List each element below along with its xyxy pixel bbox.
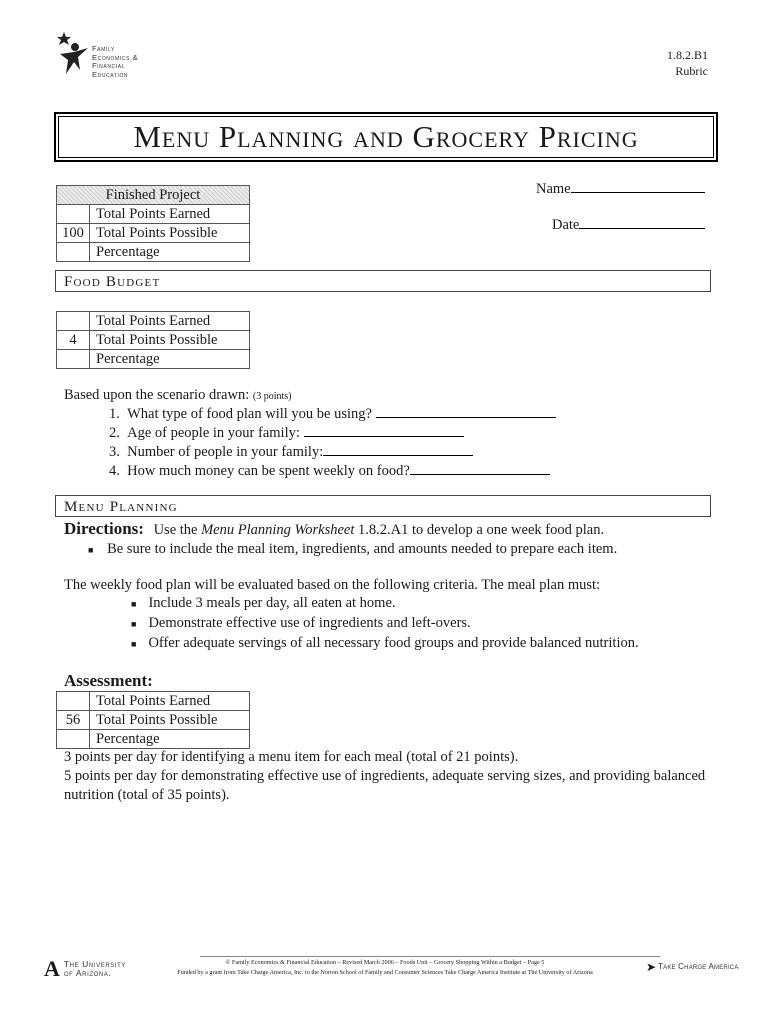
university-logo (44, 958, 126, 980)
question-item[interactable] (109, 462, 556, 481)
criteria-intro: The weekly food plan will be evaluated based on the following criteria. The meal plan must: (64, 577, 601, 593)
square-bullet-icon: ■ (131, 619, 137, 629)
scenario-points: (3 points) (252, 391, 292, 402)
question-text: 4. How much money can be spent weekly on food? (109, 463, 410, 479)
question-item[interactable] (109, 424, 556, 443)
directions (64, 519, 604, 540)
question-text: 2. Age of people in your family: (109, 425, 300, 441)
points-label: Total Points Possible (90, 711, 250, 730)
scenario-intro (64, 386, 291, 406)
answer-line[interactable] (410, 462, 550, 475)
question-list (109, 405, 556, 481)
scenario-intro-text: Based upon the scenario drawn: (64, 387, 250, 403)
list-item (131, 594, 639, 614)
assessment-table (56, 691, 250, 749)
doc-code (667, 47, 708, 79)
points-cell (57, 730, 90, 749)
table-row (57, 312, 250, 331)
table-row (57, 224, 250, 243)
directions-label: Directions: (64, 519, 144, 538)
points-label: Percentage (90, 350, 250, 369)
menu-planning-section-header: Menu Planning (55, 495, 711, 517)
footer-text (130, 958, 640, 978)
logo-line: Economics & (92, 52, 139, 62)
take-charge-america-logo (646, 960, 739, 975)
points-label: Total Points Earned (90, 312, 250, 331)
name-label: Name (536, 181, 571, 197)
points-label: Total Points Earned (90, 692, 250, 711)
points-label: Percentage (90, 730, 250, 749)
answer-line[interactable] (304, 424, 464, 437)
directions-bullet (88, 540, 617, 560)
points-label: Percentage (90, 243, 250, 262)
criteria-list (131, 594, 639, 654)
footer-rule (200, 956, 660, 957)
doc-type: Rubric (675, 64, 708, 78)
fefe-logo (52, 30, 92, 82)
name-line[interactable] (571, 180, 705, 193)
table-row (57, 331, 250, 350)
criteria-text: Include 3 meals per day, all eaten at home. (148, 595, 396, 611)
points-cell: 56 (57, 711, 90, 730)
assessment-note: 5 points per day for demonstrating effective use of ingredients, adequate serving sizes, and providing balanced (64, 768, 706, 784)
points-label: Total Points Possible (90, 331, 250, 350)
worksheet-title: Menu Planning Worksheet (201, 522, 355, 538)
directions-pre: Use the (153, 522, 198, 538)
table-row (57, 205, 250, 224)
square-bullet-icon: ■ (131, 599, 137, 609)
question-item[interactable] (109, 405, 556, 424)
directions-post: 1.8.2.A1 to develop a one week food plan. (358, 522, 605, 538)
points-cell (57, 350, 90, 369)
table-row (57, 350, 250, 369)
tca-logo-text: Take Charge America (658, 962, 739, 972)
bullet-text: Be sure to include the meal item, ingredients, and amounts needed to prepare each item. (107, 541, 618, 557)
table-row (57, 692, 250, 711)
footer-line: Funded by a grant from Take Charge America, Inc. to the Norton School of Family and Consumer Sciences Take Charge America Institute at The University of Arizona (177, 969, 593, 976)
points-cell (57, 205, 90, 224)
food-budget-section-header: Food Budget (55, 270, 711, 292)
university-line: of Arizona. (63, 968, 112, 978)
food-budget-table (56, 311, 250, 369)
page-title: Menu Planning and Grocery Pricing (133, 119, 639, 154)
logo-text (92, 45, 138, 79)
answer-line[interactable] (323, 443, 473, 456)
assessment-note: nutrition (total of 35 points). (64, 787, 230, 803)
university-line: The University (63, 958, 126, 969)
points-cell (57, 692, 90, 711)
square-bullet-icon: ■ (131, 639, 137, 649)
points-label: Total Points Possible (90, 224, 250, 243)
criteria-text: Offer adequate servings of all necessary food groups and provide balanced nutrition. (148, 635, 639, 651)
footer-line: © Family Economics & Financial Education – Revised March 2006 – Foods Unit – Grocery Shopping Within a Budget – Page 5 (225, 959, 545, 966)
points-cell (57, 312, 90, 331)
list-item (131, 614, 639, 634)
date-field[interactable] (552, 216, 705, 235)
date-line[interactable] (579, 216, 705, 229)
date-label: Date (552, 217, 580, 233)
star-figure-icon (52, 30, 92, 82)
assessment-label: Assessment: (64, 671, 153, 690)
points-cell (57, 243, 90, 262)
doc-code-number: 1.8.2.B1 (666, 48, 708, 62)
name-field[interactable] (536, 180, 705, 199)
a-block-icon: A (44, 956, 60, 981)
list-item (131, 634, 639, 654)
table-row (57, 243, 250, 262)
logo-line: Family (92, 44, 115, 53)
question-item[interactable] (109, 443, 556, 462)
points-cell: 100 (57, 224, 90, 243)
answer-line[interactable] (376, 405, 556, 418)
table-row (57, 711, 250, 730)
finished-project-heading: Finished Project (57, 186, 250, 205)
table-row (57, 730, 250, 749)
points-label: Total Points Earned (90, 205, 250, 224)
points-cell: 4 (57, 331, 90, 350)
logo-line: Financial (92, 61, 126, 70)
finished-project-table (56, 185, 250, 262)
question-text: 1. What type of food plan will you be using? (109, 406, 372, 422)
assessment-notes (64, 748, 744, 805)
criteria-text: Demonstrate effective use of ingredients and left-overs. (148, 615, 471, 631)
logo-line: Education (92, 69, 129, 79)
tca-swoosh-icon: ➤ (646, 960, 657, 974)
title-box (54, 112, 718, 162)
question-text: 3. Number of people in your family: (109, 444, 324, 460)
table-row (57, 186, 250, 205)
square-bullet-icon: ■ (88, 545, 94, 555)
university-name (64, 960, 126, 979)
assessment-note: 3 points per day for identifying a menu item for each meal (total of 21 points). (64, 749, 519, 765)
